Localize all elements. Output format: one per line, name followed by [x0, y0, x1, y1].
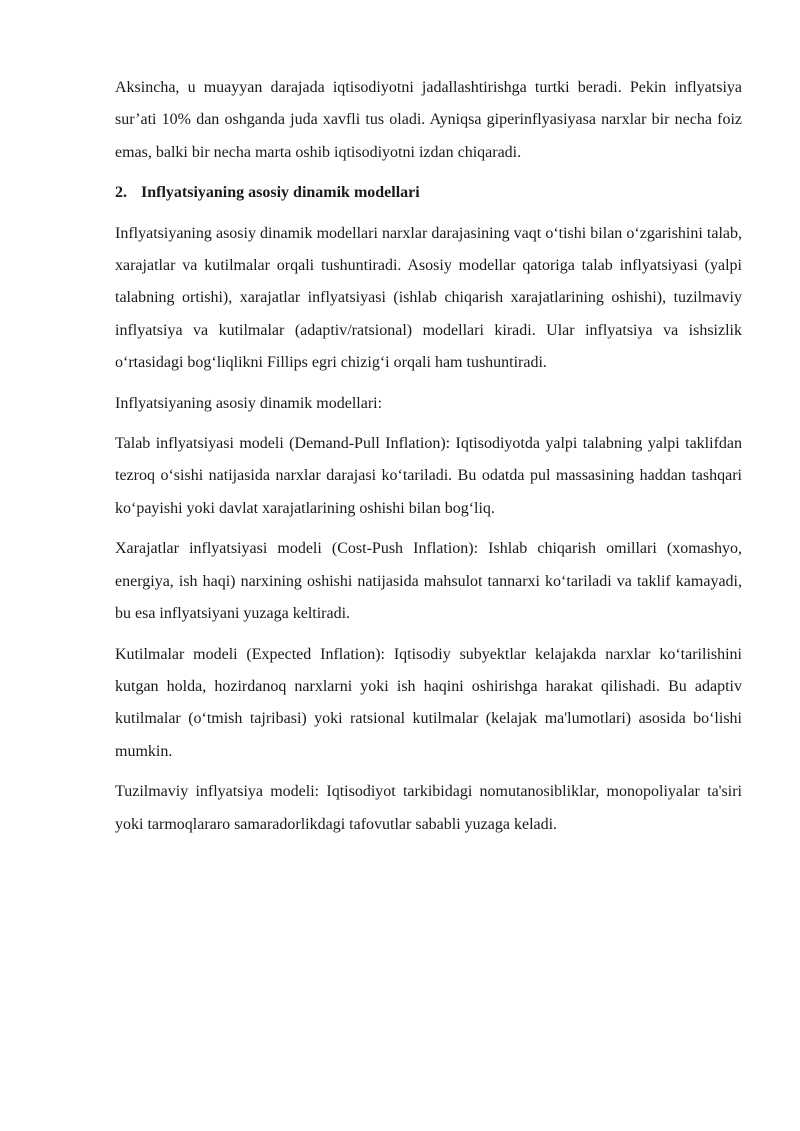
paragraph-overview: Inflyatsiyaning asosiy dinamik modellari narxlar darajasining vaqt o‘tishi bilan o‘zgarishini talab, xarajatlar va kutilmalar orqali tushuntiradi. Asosiy modellar qatoriga talab inflyatsiyasi (yalpi talabning ortishi), xarajatlar inflyatsiyasi (ishlab chiqarish xarajatlarining oshishi), tuzilmaviy inflyatsiya va kutilmalar (adaptiv/ratsional) modellari kiradi. Ular inflyatsiya va ishsizlik o‘rtasidagi bog‘liqlikni Fillips egri chizig‘i orqali ham tushuntiradi.	[115, 224, 742, 372]
paragraph-expected-inflation: Kutilmalar modeli (Expected Inflation): Iqtisodiy subyektlar kelajakda narxlar ko‘tarilishini kutgan holda, hozirdanoq narxlarni yoki ish haqini oshirishga harakat qilishadi. Bu adaptiv kutilmalar (o‘tmish tajribasi) yoki ratsional kutilmalar (kelajak ma'lumotlari) asosida bo‘lishi mumkin.	[115, 645, 742, 760]
document-body	[115, 72, 742, 849]
paragraph-intro: Aksincha, u muayyan darajada iqtisodiyotni jadallashtirishga turtki beradi. Pekin inflyatsiya sur’ati 10% dan oshganda juda xavfli tus oladi. Ayniqsa giperinflyasiyasa narxlar bir necha foiz emas, balki bir necha marta oshib iqtisodiyotni izdan chiqaradi.	[115, 79, 742, 161]
section-number: 2.	[115, 184, 127, 202]
paragraph-cost-push: Xarajatlar inflyatsiyasi modeli (Cost-Push Inflation): Ishlab chiqarish omillari (xomashyo, energiya, ish haqi) narxining oshishi natijasida mahsulot tannarxi ko‘tariladi va taklif kamayadi, bu esa inflyatsiyani yuzaga keltiradi.	[115, 540, 742, 623]
section-heading	[115, 177, 742, 209]
paragraph-structural-inflation: Tuzilmaviy inflyatsiya modeli: Iqtisodiyot tarkibidagi nomutanosibliklar, monopoliyalar ta'siri yoki tarmoqlararo samaradorlikdagi tafovutlar sababli yuzaga keladi.	[115, 783, 742, 833]
paragraph-list-intro: Inflyatsiyaning asosiy dinamik modellari:	[115, 394, 383, 412]
paragraph-demand-pull: Talab inflyatsiyasi modeli (Demand-Pull Inflation): Iqtisodiyotda yalpi talabning yalpi taklifdan tezroq o‘sishi natijasida narxlar darajasi ko‘tariladi. Bu odatda pul massasining haddan tashqari ko‘payishi yoki davlat xarajatlarining oshishi bilan bog‘liq.	[115, 435, 742, 517]
section-title: Inflyatsiyaning asosiy dinamik modellari	[141, 184, 420, 202]
